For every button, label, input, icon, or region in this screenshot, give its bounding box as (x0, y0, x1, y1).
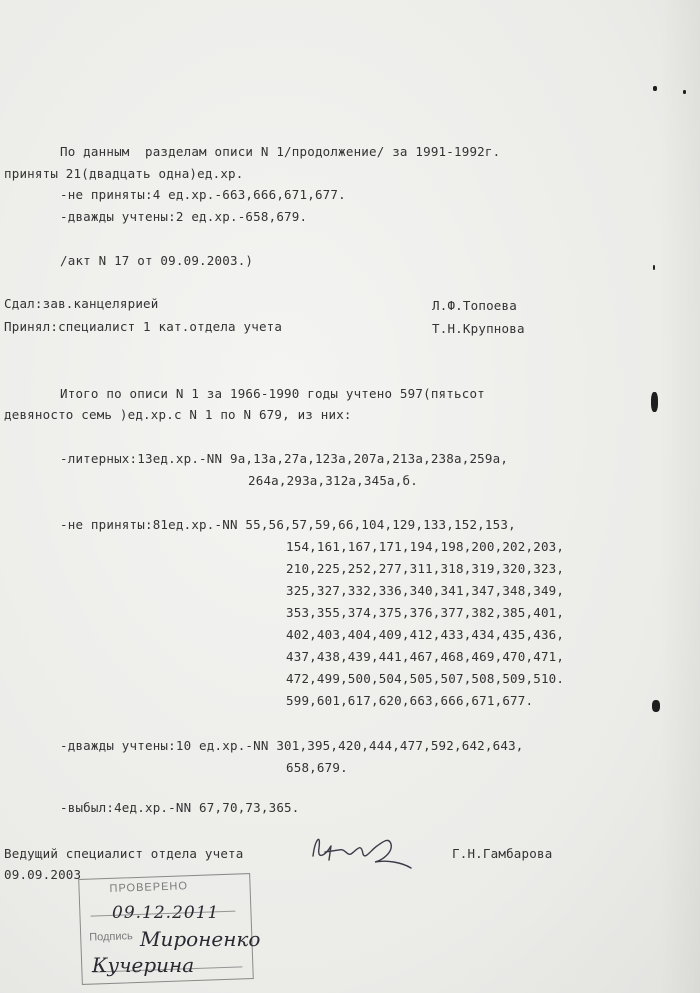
received-name: Т.Н.Крупнова (432, 321, 525, 336)
total-line-1: Итого по описи N 1 за 1966-1990 годы учтено 597(пятьсот (60, 386, 485, 401)
not-accepted-line-1: -не приняты:81ед.хр.-NN 55,56,57,59,66,104,129,133,152,153, (60, 517, 516, 532)
stamp-title: ПРОВЕРЕНО (109, 880, 189, 895)
not-accepted-line: 154,161,167,171,194,198,200,202,203, (286, 539, 565, 554)
bleed-through-text (400, 880, 456, 891)
not-accepted-line: 210,225,252,277,311,318,319,320,323, (286, 561, 565, 576)
page-shadow (660, 0, 700, 993)
header-line-1: По данным разделам описи N 1/продолжение/ за 1991-1992г. (60, 144, 501, 159)
header-line-2: приняты 21(двадцать одна)ед.хр. (4, 166, 244, 181)
scan-speck (653, 265, 655, 270)
stamp-signature-label: Подпись (89, 930, 133, 944)
punch-hole-mark (652, 700, 660, 712)
scan-speck (653, 86, 657, 91)
lead-specialist-date: 09.09.2003 (4, 867, 82, 882)
not-accepted-line: 599,601,617,620,663,666,671,677. (286, 693, 534, 708)
act-reference: /акт N 17 от 09.09.2003.) (60, 253, 254, 268)
handover-name: Л.Ф.Топоева (432, 298, 517, 313)
total-line-2: девяносто семь )ед.хр.с N 1 по N 679, из них: (4, 407, 352, 422)
header-line-3: -не приняты:4 ед.хр.-663,666,671,677. (60, 187, 346, 202)
stamp-signature-1: Мироненко (140, 927, 261, 951)
lead-specialist-name: Г.Н.Гамбарова (452, 846, 553, 861)
scan-speck (683, 90, 686, 94)
not-accepted-line: 472,499,500,504,505,507,508,509,510. (286, 671, 565, 686)
not-accepted-line: 437,438,439,441,467,468,469,470,471, (286, 649, 565, 664)
lead-specialist-title: Ведущий специалист отдела учета (4, 846, 244, 861)
not-accepted-line: 353,355,374,375,376,377,382,385,401, (286, 605, 565, 620)
stamp-signature-2: Кучерина (92, 953, 195, 977)
handover-label: Сдал:зав.канцелярией (4, 296, 159, 311)
not-accepted-line: 402,403,404,409,412,433,434,435,436, (286, 627, 565, 642)
twice-counted-line-2: 658,679. (286, 760, 348, 775)
signature-image (305, 826, 415, 874)
retired-line: -выбыл:4ед.хр.-NN 67,70,73,365. (60, 800, 300, 815)
punch-hole-mark (651, 392, 658, 412)
liter-line-1: -литерных:13ед.хр.-NN 9а,13а,27а,123а,207а,213а,238а,259а, (60, 451, 509, 466)
stamp-date-handwritten: 09.12.2011 (112, 903, 220, 923)
liter-line-2: 264а,293а,312а,345а,б. (248, 473, 418, 488)
twice-counted-line-1: -дважды учтены:10 ед.хр.-NN 301,395,420,444,477,592,642,643, (60, 738, 524, 753)
not-accepted-line: 325,327,332,336,340,341,347,348,349, (286, 583, 565, 598)
header-line-4: -дважды учтены:2 ед.хр.-658,679. (60, 209, 308, 224)
received-label: Принял:специалист 1 кат.отдела учета (4, 319, 283, 334)
